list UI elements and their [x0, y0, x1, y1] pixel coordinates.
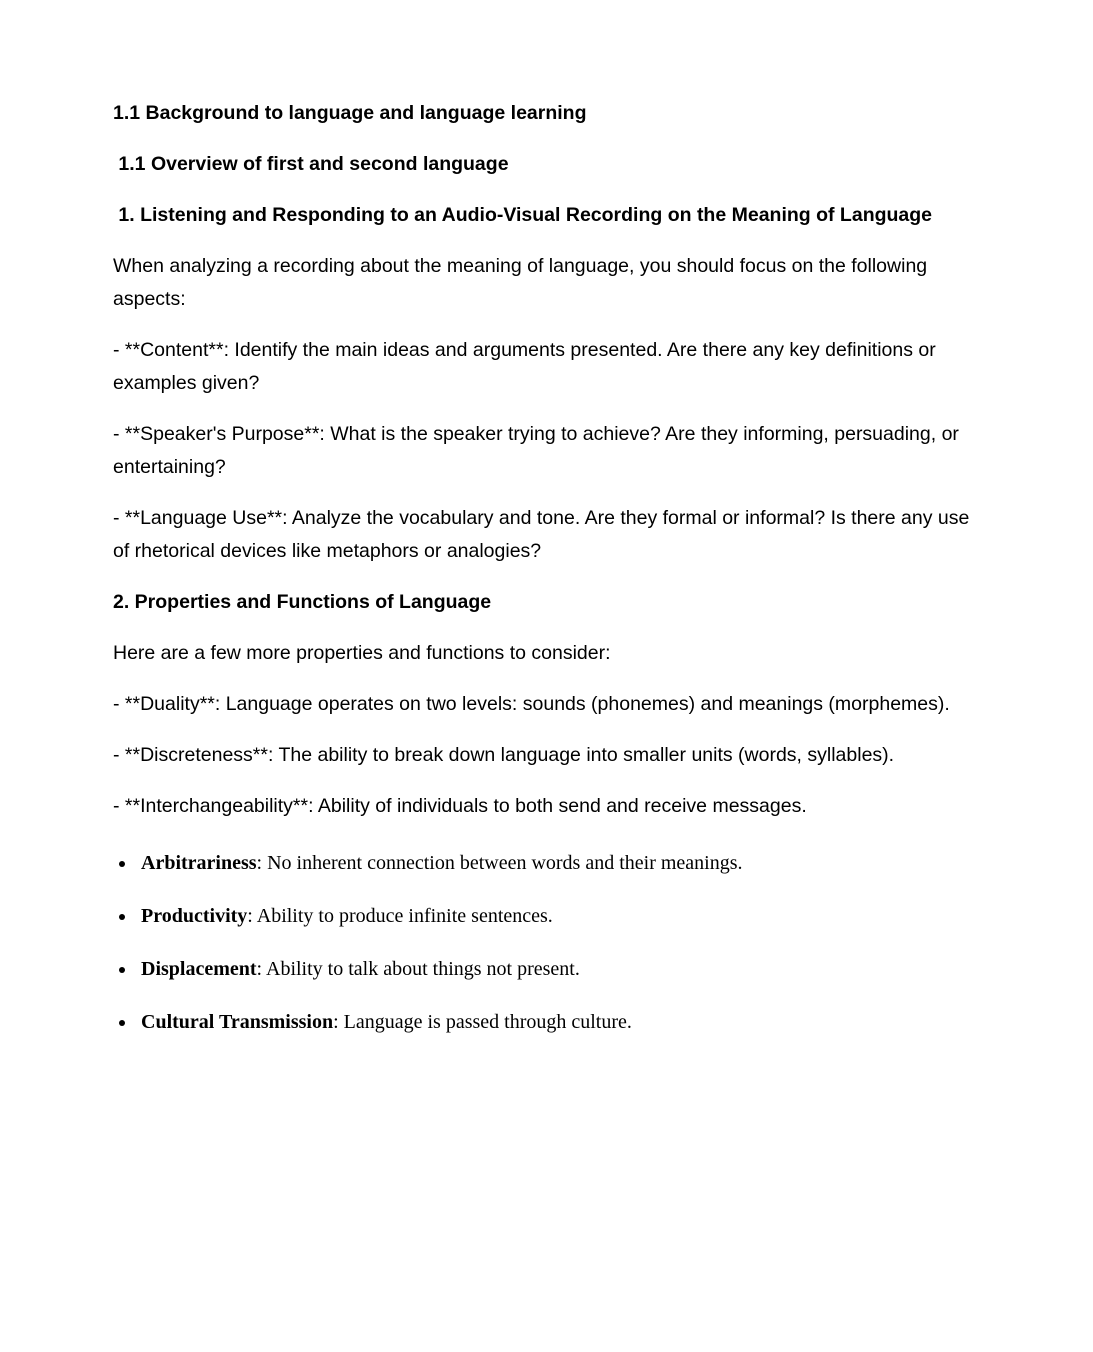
bullet-item-cultural-transmission: [137, 1006, 980, 1039]
heading-background-to-language: 1.1 Background to language and language learning: [113, 102, 587, 124]
section-properties-title: 2. Properties and Functions of Language: [113, 591, 492, 613]
section-properties-intro: Here are a few more properties and functions to consider:: [113, 642, 611, 664]
properties-bullet-list: [113, 847, 980, 1039]
point-interchangeability: - **Interchangeability**: Ability of individuals to both send and receive messages.: [113, 795, 807, 817]
point-duality: - **Duality**: Language operates on two levels: sounds (phonemes) and meanings (morphemes).: [113, 693, 950, 715]
bullet-definition: : No inherent connection between words and their meanings.: [256, 852, 743, 874]
section-listening-intro: When analyzing a recording about the meaning of language, you should focus on the following aspects:: [113, 255, 933, 310]
bullet-definition: : Ability to talk about things not present.: [256, 958, 580, 980]
point-speakers-purpose: - **Speaker's Purpose**: What is the speaker trying to achieve? Are they informing, persuading, or entertaining?: [113, 423, 965, 478]
bullet-definition: : Ability to produce infinite sentences.: [247, 905, 553, 927]
section-listening-title: 1. Listening and Responding to an Audio-Visual Recording on the Meaning of Language: [113, 204, 933, 226]
point-language-use: - **Language Use**: Analyze the vocabulary and tone. Are they formal or informal? Is there any use of rhetorical devices like metaphors or analogies?: [113, 507, 975, 562]
point-content: - **Content**: Identify the main ideas and arguments presented. Are there any key definitions or examples given?: [113, 339, 942, 394]
bullet-item-displacement: [137, 953, 980, 986]
bullet-definition: : Language is passed through culture.: [333, 1011, 632, 1033]
bullet-term: Displacement: [141, 958, 257, 980]
bullet-item-arbitrariness: [137, 847, 980, 880]
heading-overview-first-second-language: 1.1 Overview of first and second language: [113, 153, 509, 175]
bullet-item-productivity: [137, 900, 980, 933]
bullet-term: Cultural Transmission: [141, 1011, 334, 1033]
bullet-term: Productivity: [141, 905, 248, 927]
bullet-term: Arbitrariness: [141, 852, 257, 874]
point-discreteness: - **Discreteness**: The ability to break down language into smaller units (words, syllables).: [113, 744, 895, 766]
